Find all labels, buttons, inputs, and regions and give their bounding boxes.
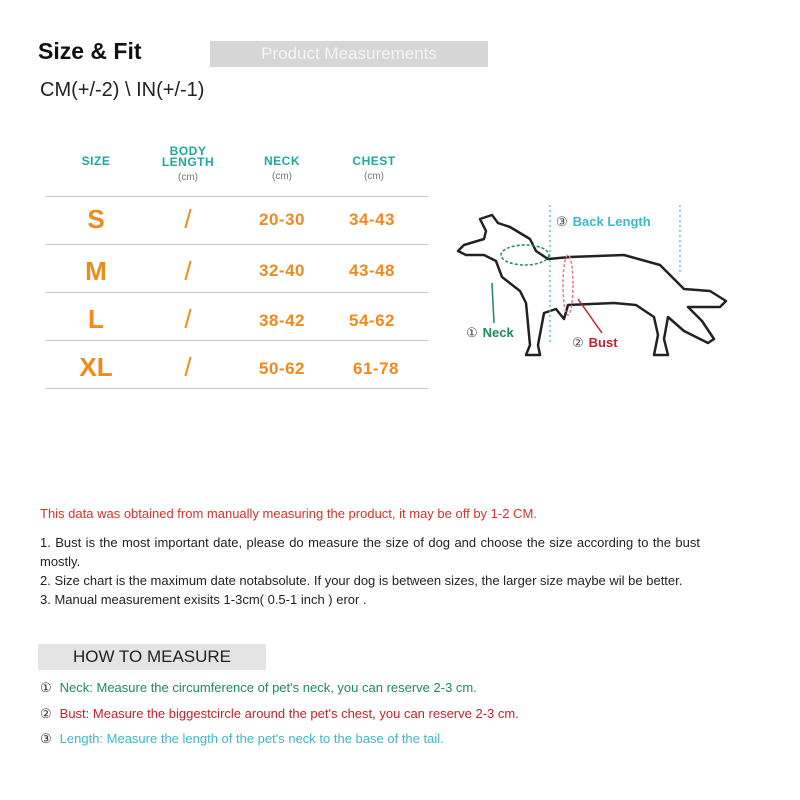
header-neck — [242, 156, 322, 182]
table-cell-chest: 54-62 — [349, 311, 395, 330]
header-size — [64, 156, 128, 167]
table-cell-neck: 38-42 — [259, 311, 305, 330]
measure-neck-text: Neck: Measure the circumference of pet's neck, you can reserve 2-3 cm. — [59, 680, 477, 695]
circle-number-three: ③ — [40, 731, 52, 746]
product-measurements-badge: Product Measurements — [210, 41, 488, 67]
table-cell-body-length: / — [184, 256, 192, 286]
back-length-text: Back Length — [572, 214, 651, 229]
table-cell-size: XL — [79, 352, 113, 382]
page-title: Size & Fit — [38, 38, 142, 64]
circle-number-two: ② — [572, 335, 584, 350]
circle-number-three: ③ — [556, 214, 568, 229]
bust-label — [572, 335, 618, 351]
header-chest-label: CHEST — [352, 154, 396, 168]
table-cell-size: M — [85, 256, 107, 286]
table-divider — [46, 340, 428, 341]
circle-number-one: ① — [466, 325, 478, 340]
header-length-label: LENGTH — [161, 155, 215, 169]
table-cell-chest: 61-78 — [353, 359, 399, 378]
measure-length-text: Length: Measure the length of the pet's neck to the base of the tail. — [59, 731, 444, 746]
circle-number-two: ② — [40, 706, 52, 721]
measure-bust-line — [40, 706, 519, 722]
measure-bust-text: Bust: Measure the biggestcircle around the pet's chest, you can reserve 2-3 cm. — [59, 706, 519, 721]
size-notes — [40, 533, 700, 609]
table-cell-body-length: / — [184, 204, 192, 234]
table-cell-neck: 50-62 — [259, 359, 305, 378]
table-divider — [46, 196, 428, 197]
measure-length-line — [40, 731, 444, 747]
how-to-measure-heading: HOW TO MEASURE — [38, 644, 266, 670]
header-chest-unit: (cm) — [364, 171, 384, 182]
measure-neck-line — [40, 680, 477, 696]
table-divider — [46, 292, 428, 293]
table-divider — [46, 388, 428, 389]
header-size-label: SIZE — [81, 154, 111, 168]
note-item: 2. Size chart is the maximum date notabsolute. If your dog is between sizes, the larger size maybe wil be better. — [40, 573, 683, 588]
circle-number-one: ① — [40, 680, 52, 695]
back-length-label — [556, 214, 651, 230]
header-body-label: BODY — [169, 144, 207, 158]
header-body-length — [146, 146, 230, 183]
table-cell-body-length: / — [184, 352, 192, 382]
header-chest — [334, 156, 414, 182]
table-cell-size: S — [87, 204, 105, 234]
neck-label — [466, 325, 514, 341]
table-cell-chest: 43-48 — [349, 261, 395, 280]
note-item: 3. Manual measurement exisits 1-3cm( 0.5-1 inch ) eror . — [40, 592, 367, 607]
neck-text: Neck — [482, 325, 514, 340]
bust-text: Bust — [588, 335, 618, 350]
dog-measurement-diagram — [440, 195, 740, 375]
header-neck-label: NECK — [263, 154, 300, 168]
units-tolerance: CM(+/-2) \ IN(+/-1) — [40, 79, 205, 101]
table-cell-neck: 20-30 — [259, 210, 305, 229]
header-body-unit: (cm) — [178, 172, 198, 183]
note-item: 1. Bust is the most important date, please do measure the size of dog and choose the size according to the bust mostly. — [40, 535, 700, 569]
table-cell-body-length: / — [184, 304, 192, 334]
table-divider — [46, 244, 428, 245]
table-cell-chest: 34-43 — [349, 210, 395, 229]
table-cell-neck: 32-40 — [259, 261, 305, 280]
header-neck-unit: (cm) — [272, 171, 292, 182]
measurement-disclaimer: This data was obtained from manually measuring the product, it may be off by 1-2 CM. — [40, 506, 537, 521]
table-cell-size: L — [88, 304, 104, 334]
